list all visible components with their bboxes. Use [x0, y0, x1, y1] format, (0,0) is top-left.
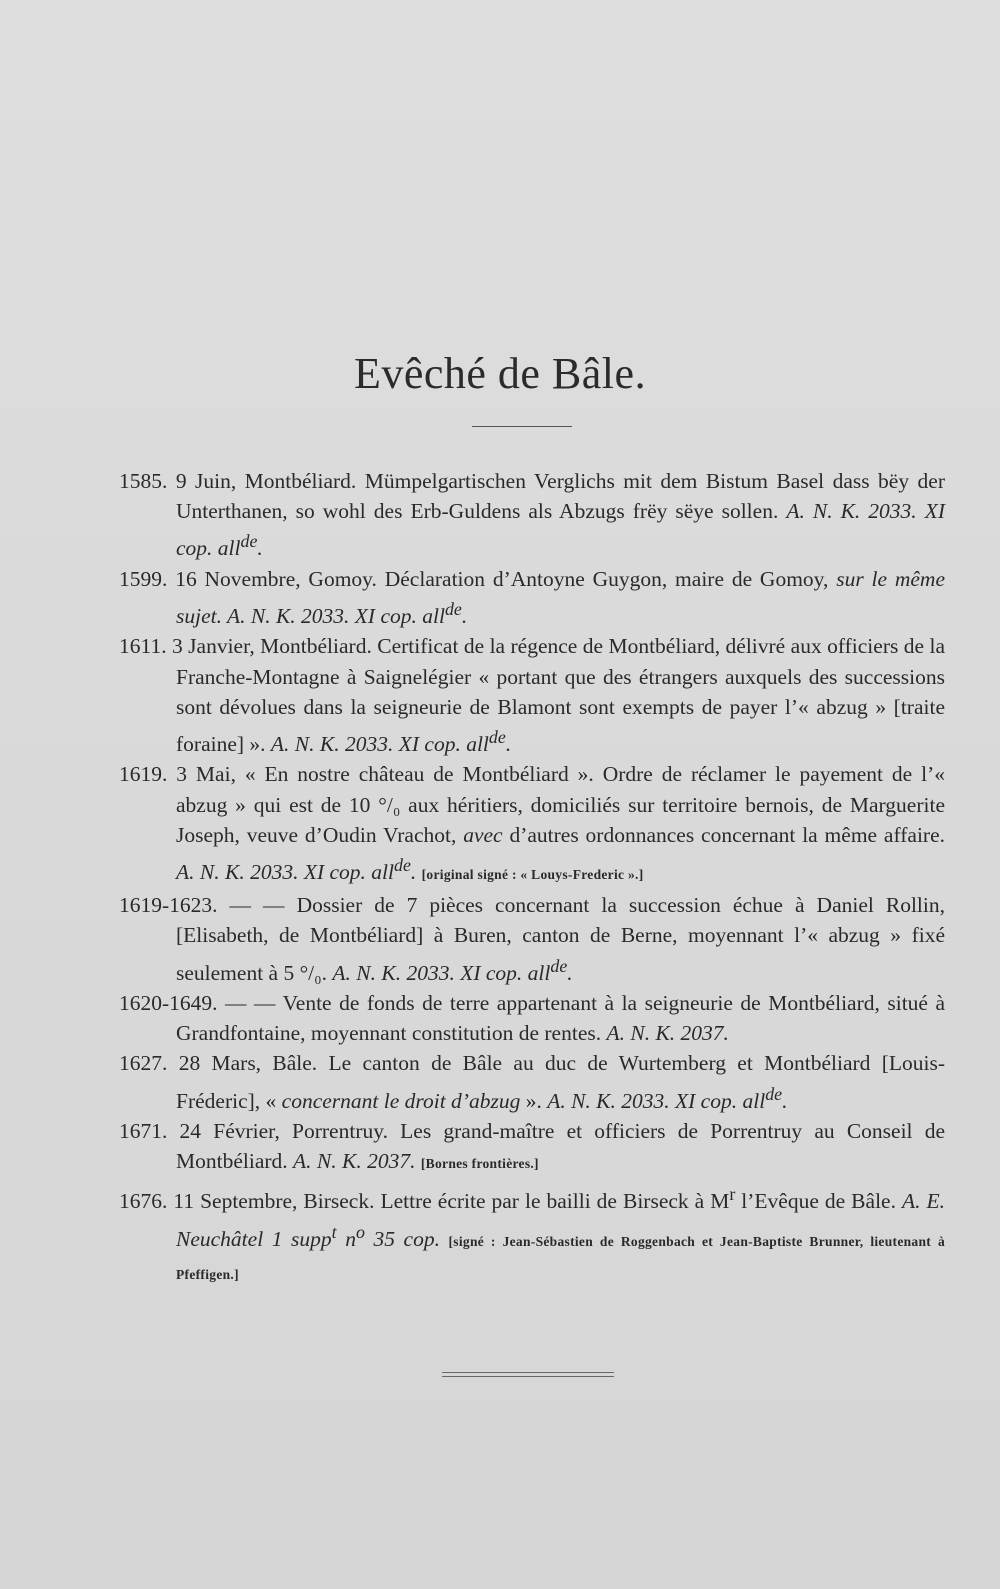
entry-date: 1619. 3 Mai, « En nostre château de Montbéliard ».: [119, 762, 594, 787]
entry-ref-sup: de: [444, 598, 462, 619]
entry-1676: [119, 1179, 945, 1290]
entry-1620-1649: [119, 988, 945, 1048]
entry-1619: [119, 759, 945, 890]
entry-note: [Bornes frontières.]: [420, 1156, 539, 1172]
entry-note: [original signé : « Louys-Frederic ».]: [421, 867, 644, 883]
entry-date: 1620-1649. — —: [119, 991, 276, 1016]
entry-ref-end: .: [505, 732, 512, 757]
end-rule-bottom: [442, 1376, 614, 1377]
entry-date: 1627. 28 Mars, Bâle.: [119, 1051, 318, 1076]
entry-note: [signé : Jean-Sébastien de Roggenbach et Jean-Baptiste Brunner, lieutenant à Pfeffigen.]: [176, 1233, 945, 1283]
entry-ref-mid: n: [336, 1226, 356, 1251]
entry-ref-2-sup: de: [393, 854, 411, 875]
entry-ref-end: 35 cop.: [364, 1226, 440, 1251]
entry-1627: [119, 1048, 945, 1116]
entry-date: 1599. 16 Novembre, Gomoy.: [119, 566, 377, 591]
entry-1585: [119, 466, 945, 564]
entry-text-2: ».: [520, 1088, 548, 1113]
entry-ref-2-sup: de: [765, 1083, 783, 1104]
entry-ref-mid-sup: o: [355, 1221, 365, 1242]
entry-ref: concernant le droit d’abzug: [281, 1088, 521, 1113]
entry-ref: A. N. K. 2037.: [293, 1149, 416, 1174]
entry-ref: A. N. K. 2037.: [606, 1021, 729, 1046]
entry-date: 1619-1623. — —: [119, 893, 285, 918]
entry-text: Les grand-maître et officiers de Porrentruy au Conseil de Montbéliard.: [176, 1119, 945, 1174]
entry-ref-end: .: [567, 960, 573, 985]
entry-1619-1623: [119, 890, 945, 988]
end-rule-top: [442, 1372, 614, 1373]
entry-text: Ordre de réclamer le payement de l’« abzug » qui est de 10 °/₀ aux héritiers, domiciliés sur territoire bernois, de Marguerite Joseph, veuve d’Oudin Vrachot,: [176, 762, 946, 847]
entry-ref: A. N. K. 2033. XI cop. all: [332, 960, 551, 985]
entry-text: Mümpelgartischen Verglichs mit dem Bistum Basel dass bëy der Unterthanen, so wohl des Erb-Guldens als Abzugs frëy sëye sollen.: [176, 469, 945, 524]
entry-1611: [119, 631, 945, 759]
entry-date: 1585. 9 Juin, Montbéliard.: [119, 469, 357, 493]
entry-date: 1676. 11 Septembre, Birseck.: [119, 1189, 375, 1214]
entry-ref-sup: t: [331, 1221, 337, 1242]
entry-text: Le canton de Bâle au duc de Wurtemberg et Montbéliard [Louis-Fréderic], «: [176, 1051, 945, 1113]
entry-ref: avec: [463, 822, 503, 847]
entries-list: [119, 466, 945, 1290]
entry-ref: sur le même sujet. A. N. K. 2033. XI cop. all: [176, 566, 945, 629]
entry-ref-sup: de: [240, 531, 258, 552]
entry-text-sup: r: [729, 1184, 736, 1205]
page-title: Evêché de Bâle.: [353, 349, 647, 398]
entry-text: Vente de fonds de terre appartenant à la seigneurie de Montbéliard, situé à Grandfontaine, moyennant constitution de rentes.: [176, 991, 946, 1046]
entry-ref-end: .: [461, 604, 468, 629]
entry-ref-sup: de: [488, 726, 506, 747]
entry-1671: [119, 1116, 945, 1179]
entry-ref: A. E. Neuchâtel 1 supp: [176, 1189, 945, 1251]
entry-ref-sup: de: [550, 955, 568, 976]
entry-ref-2-end: .: [782, 1088, 788, 1113]
entry-text: Déclaration d’Antoyne Guygon, maire de Gomoy,: [376, 566, 837, 591]
entry-date: 1611. 3 Janvier, Montbéliard.: [119, 634, 372, 659]
title-rule: [472, 426, 572, 427]
entry-text-b: l’Evêque de Bâle.: [735, 1189, 902, 1214]
entry-ref-2-end: .: [410, 860, 417, 885]
entry-1599: [119, 564, 945, 632]
entry-ref-2: A. N. K. 2033. XI cop. all: [176, 860, 394, 885]
entry-text: Certificat de la régence de Montbéliard, délivré aux officiers de la Franche-Montagne à Saignelégier « portant que des étrangers auxquels des successions sont dévolues dans la seigneurie de Blamont sont exempts de payer l’« abzug » [traite foraine] ».: [176, 634, 945, 757]
entry-ref: A. N. K. 2033. XI cop. all: [176, 499, 945, 561]
entry-date: 1671. 24 Février, Porrentruy.: [119, 1119, 388, 1143]
entry-text: Dossier de 7 pièces concernant la succession échue à Daniel Rollin, [Elisabeth, de Montbéliard] à Buren, canton de Berne, moyennant l’« abzug » fixé seulement à 5 °/₀.: [176, 893, 945, 985]
entry-text-2: d’autres ordonnances concernant la même affaire.: [502, 822, 945, 847]
entry-ref-2: A. N. K. 2033. XI cop. all: [547, 1088, 766, 1113]
entry-ref-end: .: [257, 536, 263, 561]
entry-text: Lettre écrite par le bailli de Birseck à M: [374, 1189, 730, 1214]
entry-ref: A. N. K. 2033. XI cop. all: [270, 732, 489, 757]
